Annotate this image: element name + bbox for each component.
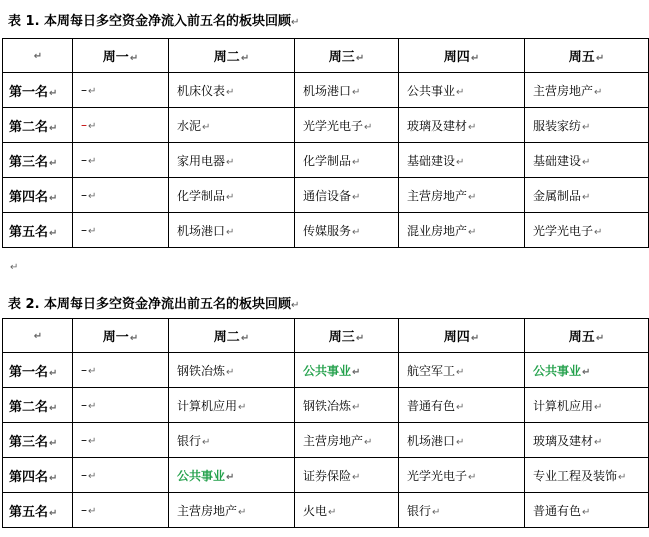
sector-cell: 玻璃及建材↵ bbox=[525, 423, 649, 458]
sector-cell: 光学光电子↵ bbox=[399, 458, 525, 493]
sector-cell: 公共事业↵ bbox=[169, 458, 295, 493]
sector-cell: 化学制品↵ bbox=[295, 143, 399, 178]
table-row bbox=[3, 73, 649, 108]
table-row bbox=[3, 493, 649, 528]
sector-cell: 机场港口↵ bbox=[169, 213, 295, 248]
table-row bbox=[3, 458, 649, 493]
rank-label: 第四名↵ bbox=[3, 458, 73, 493]
outflow-table bbox=[2, 318, 649, 528]
sector-cell: 主营房地产↵ bbox=[399, 178, 525, 213]
sector-cell: –↵ bbox=[73, 108, 169, 143]
sector-cell: 火电↵ bbox=[295, 493, 399, 528]
table-row bbox=[3, 178, 649, 213]
sector-cell: –↵ bbox=[73, 73, 169, 108]
header-row bbox=[3, 39, 649, 73]
sector-cell: 专业工程及装饰↵ bbox=[525, 458, 649, 493]
sector-cell: 银行↵ bbox=[169, 423, 295, 458]
sector-cell: –↵ bbox=[73, 493, 169, 528]
sector-cell: 机床仪表↵ bbox=[169, 73, 295, 108]
table-row bbox=[3, 108, 649, 143]
sector-cell: 证券保险↵ bbox=[295, 458, 399, 493]
sector-cell: 通信设备↵ bbox=[295, 178, 399, 213]
sector-cell: –↵ bbox=[73, 458, 169, 493]
rank-label: 第四名↵ bbox=[3, 178, 73, 213]
rank-label: 第二名↵ bbox=[3, 108, 73, 143]
sector-cell: 光学光电子↵ bbox=[295, 108, 399, 143]
sector-cell: 公共事业↵ bbox=[399, 73, 525, 108]
table-row bbox=[3, 213, 649, 248]
rank-label: 第五名↵ bbox=[3, 213, 73, 248]
table-row bbox=[3, 143, 649, 178]
sector-cell: 混业房地产↵ bbox=[399, 213, 525, 248]
sector-cell: 玻璃及建材↵ bbox=[399, 108, 525, 143]
corner-cell: ↵ bbox=[3, 319, 73, 353]
paragraph-mark: ↵ bbox=[10, 262, 19, 273]
header-row bbox=[3, 319, 649, 353]
sector-cell: –↵ bbox=[73, 178, 169, 213]
sector-cell: 服装家纺↵ bbox=[525, 108, 649, 143]
sector-cell: 普通有色↵ bbox=[525, 493, 649, 528]
sector-cell: 主营房地产↵ bbox=[525, 73, 649, 108]
col-header: 周二↵ bbox=[169, 39, 295, 73]
sector-cell: 基础建设↵ bbox=[525, 143, 649, 178]
col-header: 周二↵ bbox=[169, 319, 295, 353]
table-row bbox=[3, 388, 649, 423]
sector-cell: 传媒服务↵ bbox=[295, 213, 399, 248]
inflow-table bbox=[2, 38, 649, 248]
col-header: 周五↵ bbox=[525, 319, 649, 353]
table-row bbox=[3, 353, 649, 388]
sector-cell: –↵ bbox=[73, 213, 169, 248]
rank-label: 第三名↵ bbox=[3, 143, 73, 178]
sector-cell: –↵ bbox=[73, 423, 169, 458]
sector-cell: 公共事业↵ bbox=[295, 353, 399, 388]
col-header: 周一↵ bbox=[73, 319, 169, 353]
sector-cell: 普通有色↵ bbox=[399, 388, 525, 423]
rank-label: 第一名↵ bbox=[3, 353, 73, 388]
corner-cell: ↵ bbox=[3, 39, 73, 73]
sector-cell: 家用电器↵ bbox=[169, 143, 295, 178]
col-header: 周四↵ bbox=[399, 39, 525, 73]
sector-cell: 钢铁冶炼↵ bbox=[169, 353, 295, 388]
table1-caption: 表 1. 本周每日多空资金净流入前五名的板块回顾↵ bbox=[8, 14, 300, 29]
table2-caption: 表 2. 本周每日多空资金净流出前五名的板块回顾↵ bbox=[8, 297, 300, 312]
sector-cell: 金属制品↵ bbox=[525, 178, 649, 213]
sector-cell: 水泥↵ bbox=[169, 108, 295, 143]
sector-cell: 航空军工↵ bbox=[399, 353, 525, 388]
sector-cell: –↵ bbox=[73, 388, 169, 423]
sector-cell: 基础建设↵ bbox=[399, 143, 525, 178]
col-header: 周四↵ bbox=[399, 319, 525, 353]
rank-label: 第二名↵ bbox=[3, 388, 73, 423]
col-header: 周一↵ bbox=[73, 39, 169, 73]
sector-cell: 主营房地产↵ bbox=[169, 493, 295, 528]
sector-cell: 机场港口↵ bbox=[295, 73, 399, 108]
sector-cell: 公共事业↵ bbox=[525, 353, 649, 388]
sector-cell: 钢铁冶炼↵ bbox=[295, 388, 399, 423]
sector-cell: 主营房地产↵ bbox=[295, 423, 399, 458]
sector-cell: 计算机应用↵ bbox=[525, 388, 649, 423]
sector-cell: 化学制品↵ bbox=[169, 178, 295, 213]
sector-cell: –↵ bbox=[73, 143, 169, 178]
sector-cell: –↵ bbox=[73, 353, 169, 388]
sector-cell: 光学光电子↵ bbox=[525, 213, 649, 248]
sector-cell: 计算机应用↵ bbox=[169, 388, 295, 423]
col-header: 周五↵ bbox=[525, 39, 649, 73]
sector-cell: 银行↵ bbox=[399, 493, 525, 528]
rank-label: 第一名↵ bbox=[3, 73, 73, 108]
rank-label: 第五名↵ bbox=[3, 493, 73, 528]
col-header: 周三↵ bbox=[295, 319, 399, 353]
table-row bbox=[3, 423, 649, 458]
rank-label: 第三名↵ bbox=[3, 423, 73, 458]
sector-cell: 机场港口↵ bbox=[399, 423, 525, 458]
col-header: 周三↵ bbox=[295, 39, 399, 73]
